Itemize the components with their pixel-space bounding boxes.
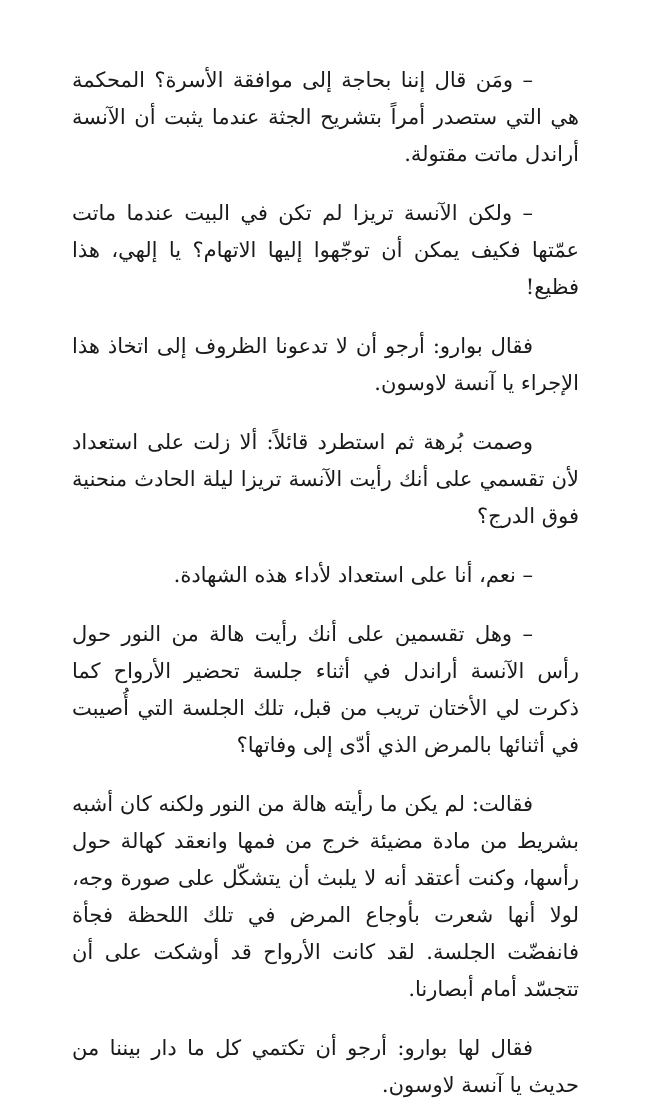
paragraph-7: فقالت: لم يكن ما رأيته هالة من النور ولكنه كان أشبه بشريط من مادة مضيئة خرج من فمها وانعقد كهالة حول رأسها، وكنت أعتقد أنه لا يلبث أن يتشكّل على صورة وجه، لولا أنها شعرت بأوجاع المرض في تلك اللحظة فجأة فانفضّت الجلسة. لقد كانت الأرواح قد أوشكت على أن تتجسّد أمام أبصارنا. (72, 792, 579, 1001)
paragraph-3: فقال بوارو: أرجو أن لا تدعونا الظروف إلى اتخاذ هذا الإجراء يا آنسة لاوسون. (72, 334, 579, 395)
paragraph-4: وصمت بُرهة ثم استطرد قائلاً: ألا زلت على استعداد لأن تقسمي على أنك رأيت الآنسة تريزا ليلة الحادث منحنية فوق الدرج؟ (72, 430, 579, 528)
paragraph-1: – ومَن قال إننا بحاجة إلى موافقة الأسرة؟ المحكمة هي التي ستصدر أمراً بتشريح الجثة عندما يثبت أن الآنسة أراندل ماتت مقتولة. (72, 68, 579, 166)
paragraph-6: – وهل تقسمين على أنك رأيت هالة من النور حول رأس الآنسة أراندل في أثناء جلسة تحضير الأرواح كما ذكرت لي الأختان تريب من قبل، تلك الجلسة التي أُصيبت في أثنائها بالمرض الذي أدّى إلى وفاتها؟ (72, 622, 579, 757)
paragraph-5: – نعم، أنا على استعداد لأداء هذه الشهادة. (173, 563, 533, 587)
paragraph-8: فقال لها بوارو: أرجو أن تكتمي كل ما دار بيننا من حديث يا آنسة لاوسون. (72, 1036, 579, 1097)
paragraph-2: – ولكن الآنسة تريزا لم تكن في البيت عندما ماتت عمّتها فكيف يمكن أن توجّهوا إليها الاتهام؟ يا إلهي، هذا فظيع! (72, 201, 579, 299)
